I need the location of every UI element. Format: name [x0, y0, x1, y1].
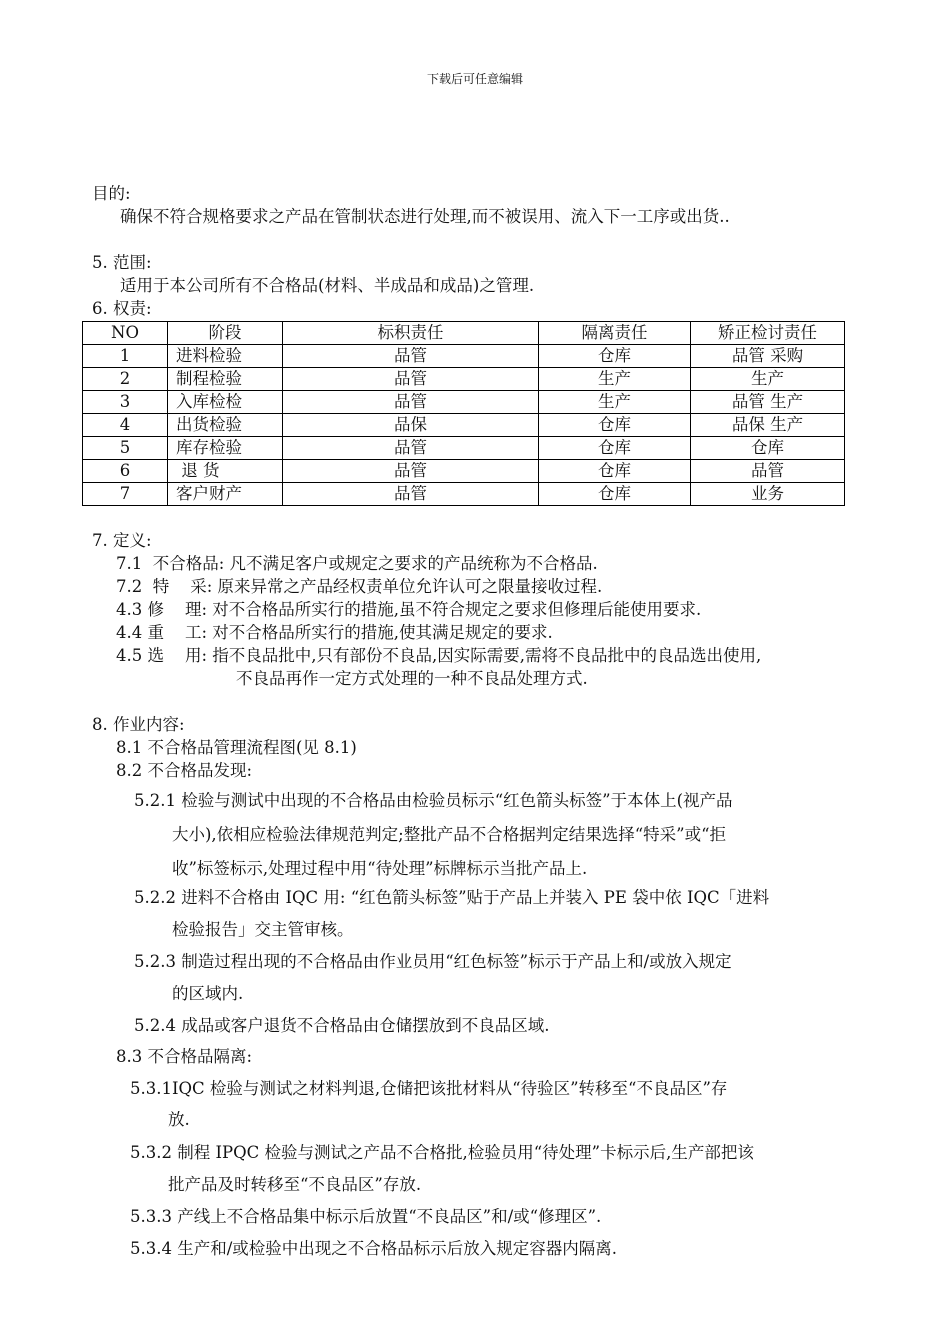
work-title: 8. 作业内容: [92, 715, 185, 734]
table-cell: 2 [83, 368, 168, 391]
table-cell: 仓库 [539, 483, 691, 506]
item-5-3-3: 5.3.3 产线上不合格品集中标示后放置“不良品区”和/或“修理区”. [130, 1207, 602, 1226]
table-cell: 出货检验 [168, 414, 283, 437]
table-cell: 7 [83, 483, 168, 506]
table-cell: 客户财产 [168, 483, 283, 506]
table-cell: 退 货 [168, 460, 283, 483]
table-cell: 仓库 [691, 437, 845, 460]
item-5-2-2-line1: 5.2.2 进料不合格由 IQC 用: “红色箭头标签”贴于产品上并装入 PE 袋中依 IQC「进料 [134, 888, 770, 907]
table-cell: 品管 [283, 483, 539, 506]
table-cell: 品保 生产 [691, 414, 845, 437]
table-cell: 品管 [283, 368, 539, 391]
table-cell: 品管 [691, 460, 845, 483]
col-header: 隔离责任 [539, 322, 691, 345]
table-row [83, 391, 845, 414]
definition-item: 4.4 重 工: 对不合格品所实行的措施,使其满足规定的要求. [116, 623, 553, 642]
table-cell: 进料检验 [168, 345, 283, 368]
table-cell: 制程检验 [168, 368, 283, 391]
scope-text: 适用于本公司所有不合格品(材料、半成品和成品)之管理. [120, 276, 535, 295]
table-cell: 生产 [539, 391, 691, 414]
col-header: 阶段 [168, 322, 283, 345]
table-cell: 品管 [283, 391, 539, 414]
table-cell: 6 [83, 460, 168, 483]
table-row [83, 483, 845, 506]
col-header: 标积责任 [283, 322, 539, 345]
table-cell: 品管 [283, 437, 539, 460]
table-cell: 品管 采购 [691, 345, 845, 368]
table-cell: 4 [83, 414, 168, 437]
table-cell: 生产 [539, 368, 691, 391]
table-cell: 品管 生产 [691, 391, 845, 414]
table-cell: 生产 [691, 368, 845, 391]
item-5-2-1-line1: 5.2.1 检验与测试中出现的不合格品由检验员标示“红色箭头标签”于本体上(视产品 [134, 791, 733, 810]
item-5-3-2-line2: 批产品及时转移至“不良品区”存放. [168, 1175, 422, 1194]
definition-item: 7.2 特 采: 原来异常之产品经权责单位允许认可之限量接收过程. [116, 577, 603, 596]
definition-item: 4.3 修 理: 对不合格品所实行的措施,虽不符合规定之要求但修理后能使用要求. [116, 600, 702, 619]
item-5-2-3-line1: 5.2.3 制造过程出现的不合格品由作业员用“红色标签”标示于产品上和/或放入规定 [134, 952, 732, 971]
section-8-2: 8.2 不合格品发现: [116, 761, 253, 780]
definition-item-continuation: 不良品再作一定方式处理的一种不良品处理方式. [236, 669, 588, 688]
col-header: 矫正检讨责任 [691, 322, 845, 345]
section-8-3: 8.3 不合格品隔离: [116, 1047, 253, 1066]
item-5-2-2-line2: 检验报告」交主管审核。 [172, 920, 354, 939]
table-row [83, 414, 845, 437]
item-5-2-4: 5.2.4 成品或客户退货不合格品由仓储摆放到不良品区域. [134, 1016, 550, 1035]
table-cell: 3 [83, 391, 168, 414]
table-row [83, 345, 845, 368]
purpose-title: 目的: [92, 184, 131, 203]
table-cell: 仓库 [539, 414, 691, 437]
table-cell: 业务 [691, 483, 845, 506]
col-header: NO [83, 322, 168, 345]
table-cell: 仓库 [539, 460, 691, 483]
item-5-3-4: 5.3.4 生产和/或检验中出现之不合格品标示后放入规定容器内隔离. [130, 1239, 618, 1258]
table-cell: 1 [83, 345, 168, 368]
section-8-1: 8.1 不合格品管理流程图(见 8.1) [116, 738, 357, 757]
table-cell: 仓库 [539, 345, 691, 368]
table-row [83, 437, 845, 460]
item-5-2-1-line2: 大小),依相应检验法律规范判定;整批产品不合格据判定结果选择“特采”或“拒 [172, 825, 727, 844]
item-5-2-3-line2: 的区域内. [172, 984, 244, 1003]
item-5-2-1-line3: 收”标签标示,处理过程中用“待处理”标牌标示当批产品上. [172, 859, 588, 878]
definition-item: 7.1 不合格品: 凡不满足客户或规定之要求的产品统称为不合格品. [116, 554, 598, 573]
definition-item: 4.5 选 用: 指不良品批中,只有部份不良品,因实际需要,需将不良品批中的良品选出使用, [116, 646, 762, 665]
table-row [83, 460, 845, 483]
responsibility-table [82, 321, 845, 506]
scope-title: 5. 范围: [92, 253, 152, 272]
table-cell: 入库检检 [168, 391, 283, 414]
table-header-row [83, 322, 845, 345]
item-5-3-2-line1: 5.3.2 制程 IPQC 检验与测试之产品不合格批,检验员用“待处理”卡标示后,生产部把该 [130, 1143, 754, 1162]
item-5-3-1-line2: 放. [168, 1110, 190, 1129]
table-cell: 5 [83, 437, 168, 460]
definitions-title: 7. 定义: [92, 531, 152, 550]
table-cell: 品保 [283, 414, 539, 437]
table-cell: 库存检验 [168, 437, 283, 460]
purpose-text: 确保不符合规格要求之产品在管制状态进行处理,而不被误用、流入下一工序或出货.. [120, 207, 730, 226]
responsibility-title: 6. 权责: [92, 299, 152, 318]
table-cell: 品管 [283, 345, 539, 368]
page-header: 下载后可任意编辑 [426, 72, 523, 86]
item-5-3-1-line1: 5.3.1IQC 检验与测试之材料判退,仓储把该批材料从“待验区”转移至“不良品区”存 [130, 1079, 728, 1098]
table-cell: 品管 [283, 460, 539, 483]
table-cell: 仓库 [539, 437, 691, 460]
table-row [83, 368, 845, 391]
